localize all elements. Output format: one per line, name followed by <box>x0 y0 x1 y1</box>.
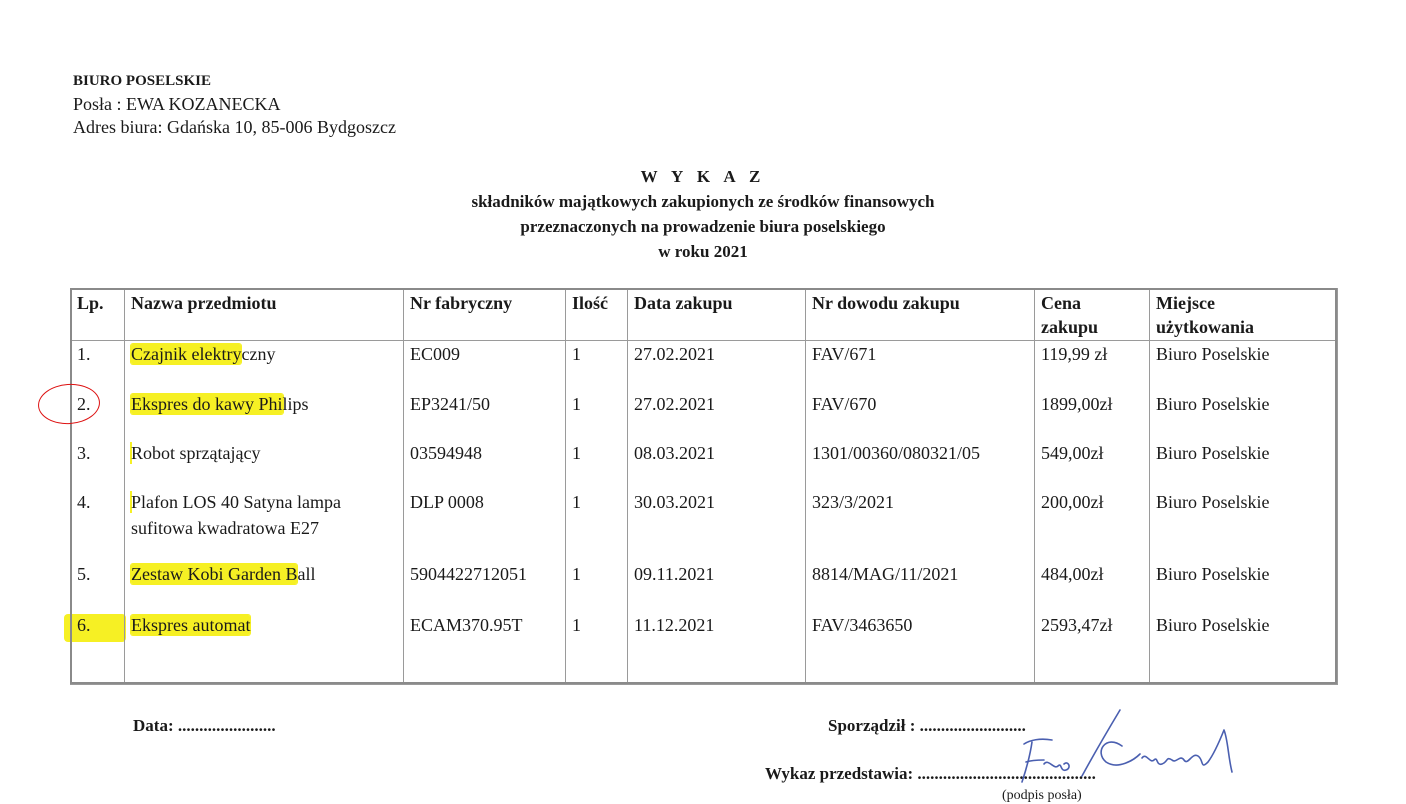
cell-proof: FAV/670 <box>806 391 1035 440</box>
cell-price: 549,00zł <box>1035 440 1150 489</box>
cell-place: Biuro Poselskie <box>1150 612 1338 685</box>
title-main: W Y K A Z <box>640 167 766 186</box>
mp-name: Posła : EWA KOZANECKA <box>73 94 281 114</box>
office-name: BIURO POSELSKIE <box>73 73 211 89</box>
header-name: Nazwa przedmiotu <box>125 289 404 341</box>
cell-qty: 1 <box>566 489 628 561</box>
cell-place: Biuro Poselskie <box>1150 391 1338 440</box>
cell-price: 1899,00zł <box>1035 391 1150 440</box>
highlighted-text: Czajnik elektry <box>131 344 242 364</box>
cell-proof: 1301/00360/080321/05 <box>806 440 1035 489</box>
highlighted-text: Ekspres do kawy Phi <box>131 393 283 414</box>
prepared-by-field: Sporządził : ......................... <box>828 716 1026 735</box>
cell-date: 11.12.2021 <box>628 612 806 685</box>
cell-lp: 5. <box>71 561 125 612</box>
highlighted-text: Ekspres automat <box>131 614 251 635</box>
cell-name-text: all <box>297 563 316 584</box>
cell-proof: 323/3/2021 <box>806 489 1035 561</box>
cell-place: Biuro Poselskie <box>1150 341 1338 391</box>
cell-proof: FAV/3463650 <box>806 612 1035 685</box>
signature-caption: (podpis posła) <box>1002 788 1082 803</box>
cell-qty: 1 <box>566 341 628 391</box>
cell-date: 08.03.2021 <box>628 440 806 489</box>
cell-price: 484,00zł <box>1035 561 1150 612</box>
cell-price: 119,99 zł <box>1035 341 1150 391</box>
title-line-2: przeznaczonych na prowadzenie biura poselskiego <box>520 217 886 236</box>
header-qty: Ilość <box>566 289 628 341</box>
cell-serial: EC009 <box>404 341 566 391</box>
cell-place: Biuro Poselskie <box>1150 440 1338 489</box>
cell-date: 27.02.2021 <box>628 341 806 391</box>
cell-date: 09.11.2021 <box>628 561 806 612</box>
cell-lp: 4. <box>71 489 125 561</box>
header-serial: Nr fabryczny <box>404 289 566 341</box>
title-line-1: składników majątkowych zakupionych ze środków finansowych <box>471 192 935 211</box>
cell-name-text: Plafon LOS 40 Satyna lampa sufitowa kwadratowa E27 <box>131 491 341 538</box>
cell-lp: 3. <box>71 440 125 489</box>
title-line-3: w roku 2021 <box>658 242 748 261</box>
cell-qty: 1 <box>566 391 628 440</box>
highlighted-text: Zestaw Kobi Garden B <box>131 563 298 584</box>
cell-proof: 8814/MAG/11/2021 <box>806 561 1035 612</box>
presented-by-field: Wykaz przedstawia: .......................................... <box>765 764 1096 783</box>
header-proof: Nr dowodu zakupu <box>806 289 1035 341</box>
date-field: Data: ....................... <box>133 716 276 735</box>
cell-qty: 1 <box>566 440 628 489</box>
cell-name-text: Robot sprzątający <box>131 442 261 463</box>
cell-serial: ECAM370.95T <box>404 612 566 685</box>
office-address: Adres biura: Gdańska 10, 85-006 Bydgoszcz <box>73 117 396 137</box>
cell-serial: 03594948 <box>404 440 566 489</box>
header-date: Data zakupu <box>628 289 806 341</box>
cell-serial: EP3241/50 <box>404 391 566 440</box>
cell-lp: 2. <box>71 391 125 440</box>
cell-place: Biuro Poselskie <box>1150 561 1338 612</box>
cell-proof: FAV/671 <box>806 341 1035 391</box>
cell-qty: 1 <box>566 561 628 612</box>
cell-serial: DLP 0008 <box>404 489 566 561</box>
handwritten-signature <box>1010 700 1240 792</box>
cell-place: Biuro Poselskie <box>1150 489 1338 561</box>
cell-price: 200,00zł <box>1035 489 1150 561</box>
header-lp: Lp. <box>71 289 125 341</box>
table-frame <box>70 288 1337 684</box>
document-header <box>73 70 396 139</box>
cell-name-text: lips <box>282 393 309 414</box>
cell-date: 30.03.2021 <box>628 489 806 561</box>
header-price-line2: zakupu <box>1041 317 1099 337</box>
header-place-line1: Miejsce <box>1156 293 1215 313</box>
cell-name-text: czny <box>241 344 276 364</box>
cell-serial: 5904422712051 <box>404 561 566 612</box>
cell-price: 2593,47zł <box>1035 612 1150 685</box>
cell-lp: 6. <box>71 612 125 685</box>
document-title <box>0 164 1406 264</box>
header-price-line1: Cena <box>1041 293 1081 313</box>
cell-lp: 1. <box>71 341 125 391</box>
cell-qty: 1 <box>566 612 628 685</box>
header-place-line2: użytkowania <box>1156 317 1255 337</box>
cell-date: 27.02.2021 <box>628 391 806 440</box>
